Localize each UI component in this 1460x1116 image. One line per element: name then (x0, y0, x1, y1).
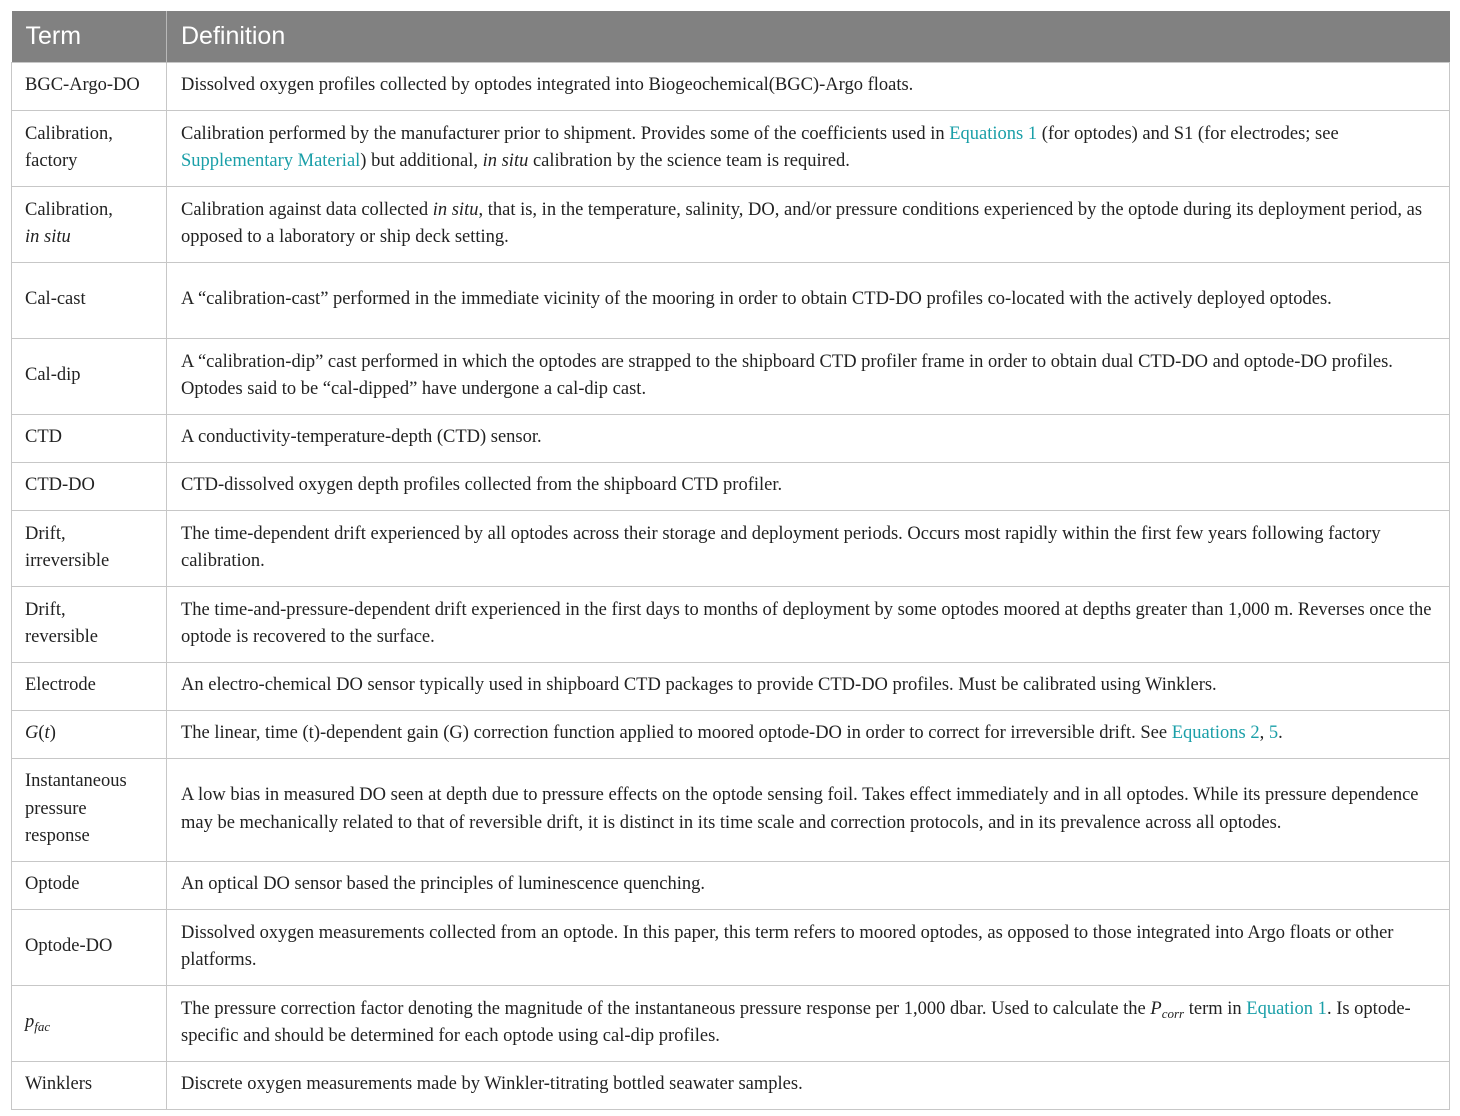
definition-text: Calibration against data collected (181, 199, 433, 220)
term-line: Calibration, (25, 123, 113, 144)
term-cell (12, 759, 167, 862)
definition-text: ) but additional, (360, 151, 483, 171)
definition-cell (167, 111, 1450, 187)
term-line: response (25, 826, 90, 847)
equations-link[interactable]: Equation 1 (1246, 998, 1327, 1019)
term-cell (12, 111, 167, 187)
definition-cell: An electro-chemical DO sensor typically used in shipboard CTD packages to provide CTD-DO profiles. Must be calibrated using Winklers. (167, 663, 1450, 711)
term-cell (12, 986, 167, 1062)
definition-text: , (1259, 723, 1269, 744)
definition-cell: A “calibration-cast” performed in the immediate vicinity of the mooring in order to obtain CTD-DO profiles co-located with the actively deployed optodes. (167, 263, 1450, 339)
table-row (12, 986, 1450, 1062)
term-italic: t (44, 723, 50, 744)
header-definition: Definition (167, 11, 1450, 63)
term-line: factory (25, 151, 78, 171)
definition-text: . (1278, 723, 1283, 744)
term-cell: Winklers (12, 1062, 167, 1110)
definition-subscript: corr (1161, 1005, 1185, 1021)
table-row (12, 1062, 1450, 1110)
definition-cell (167, 986, 1450, 1062)
term-cell (12, 711, 167, 759)
definition-italic: in situ (432, 199, 479, 220)
definition-text: , that is, in the temperature, salinity, DO, and/or pressure conditions experienced by the optode during its deployment period, as opposed to a laboratory or ship deck setting. (181, 199, 1423, 247)
definition-cell: Dissolved oxygen profiles collected by optodes integrated into Biogeochemical(BGC)-Argo floats. (167, 63, 1450, 111)
table-row (12, 711, 1450, 759)
term-cell: Cal-dip (12, 339, 167, 415)
definition-cell: A conductivity-temperature-depth (CTD) sensor. (167, 415, 1450, 463)
table-row (12, 511, 1450, 587)
table-row (12, 663, 1450, 711)
definition-text: The linear, time (t)-dependent gain (G) correction function applied to moored optode-DO in order to correct for irreversible drift. See (181, 723, 1172, 744)
term-cell: BGC-Argo-DO (12, 63, 167, 111)
term-line: Drift, (25, 599, 66, 620)
definition-italic: in situ (482, 151, 529, 171)
equations-link[interactable]: Equations 1 (949, 123, 1038, 144)
definition-cell: CTD-dissolved oxygen depth profiles collected from the shipboard CTD profiler. (167, 463, 1450, 511)
glossary-table (11, 11, 1450, 1110)
equations-link[interactable]: Equations 2 (1171, 723, 1260, 744)
header-row (12, 11, 1450, 63)
definition-text: . Is optode-specific and should be determined for each optode using cal-dip profiles. (181, 998, 1411, 1046)
table-row (12, 587, 1450, 663)
table-row (12, 63, 1450, 111)
term-subscript: fac (34, 1019, 51, 1035)
table-row (12, 910, 1450, 986)
definition-text: The pressure correction factor denoting the magnitude of the instantaneous pressure response per 1,000 dbar. Used to calculate the (181, 998, 1151, 1019)
definition-cell: A “calibration-dip” cast performed in which the optodes are strapped to the shipboard CTD profiler frame in order to obtain dual CTD-DO and optode-DO profiles. Optodes said to be “cal-dipped” have undergone a cal-dip cast. (167, 339, 1450, 415)
equation-5-link[interactable]: 5 (1268, 723, 1279, 744)
definition-text: (for optodes) and S1 (for electrodes; see (1037, 123, 1339, 144)
term-cell: CTD (12, 415, 167, 463)
term-cell: Cal-cast (12, 263, 167, 339)
table-row (12, 759, 1450, 862)
term-cell (12, 511, 167, 587)
term-line: Drift, (25, 523, 66, 544)
term-line: Instantaneous (25, 771, 127, 792)
term-cell: CTD-DO (12, 463, 167, 511)
table-row (12, 339, 1450, 415)
term-paren: ) (49, 723, 56, 744)
table-row (12, 862, 1450, 910)
term-italic: p (25, 1012, 35, 1033)
term-cell: Optode-DO (12, 910, 167, 986)
table-row (12, 415, 1450, 463)
definition-cell (167, 187, 1450, 263)
definition-text: term in (1184, 998, 1247, 1019)
term-paren: ( (38, 723, 45, 744)
term-cell: Electrode (12, 663, 167, 711)
definition-text: Calibration performed by the manufacturer prior to shipment. Provides some of the coefficients used in (181, 123, 950, 144)
term-line: Calibration, (25, 199, 113, 220)
definition-cell: Discrete oxygen measurements made by Winkler-titrating bottled seawater samples. (167, 1062, 1450, 1110)
term-line: reversible (25, 627, 98, 647)
term-cell: Optode (12, 862, 167, 910)
table-row (12, 463, 1450, 511)
definition-cell: Dissolved oxygen measurements collected from an optode. In this paper, this term refers to moored optodes, as opposed to those integrated into Argo floats or other platforms. (167, 910, 1450, 986)
definition-cell: An optical DO sensor based the principles of luminescence quenching. (167, 862, 1450, 910)
definition-cell: A low bias in measured DO seen at depth due to pressure effects on the optode sensing foil. Takes effect immediately and in all optodes. While its pressure dependence may be mechanically related to that of reversible drift, it is distinct in its time scale and correction protocols, and in its prevalence across all optodes. (167, 759, 1450, 862)
definition-cell: The time-dependent drift experienced by all optodes across their storage and deployment periods. Occurs most rapidly within the first few years following factory calibration. (167, 511, 1450, 587)
header-term: Term (12, 11, 167, 63)
term-line: pressure (25, 798, 87, 819)
table-row (12, 111, 1450, 187)
definition-text: calibration by the science team is required. (528, 151, 850, 171)
term-cell (12, 187, 167, 263)
term-cell (12, 587, 167, 663)
term-line: irreversible (25, 551, 110, 571)
term-line-italic: in situ (25, 227, 71, 247)
term-italic: G (25, 723, 39, 744)
table-row (12, 263, 1450, 339)
definition-cell (167, 711, 1450, 759)
definition-cell: The time-and-pressure-dependent drift experienced in the first days to months of deployment by some optodes moored at depths greater than 1,000 m. Reverses once the optode is recovered to the surface. (167, 587, 1450, 663)
table-row (12, 187, 1450, 263)
supplementary-material-link[interactable]: Supplementary Material (181, 151, 361, 171)
definition-variable: P (1150, 998, 1162, 1019)
